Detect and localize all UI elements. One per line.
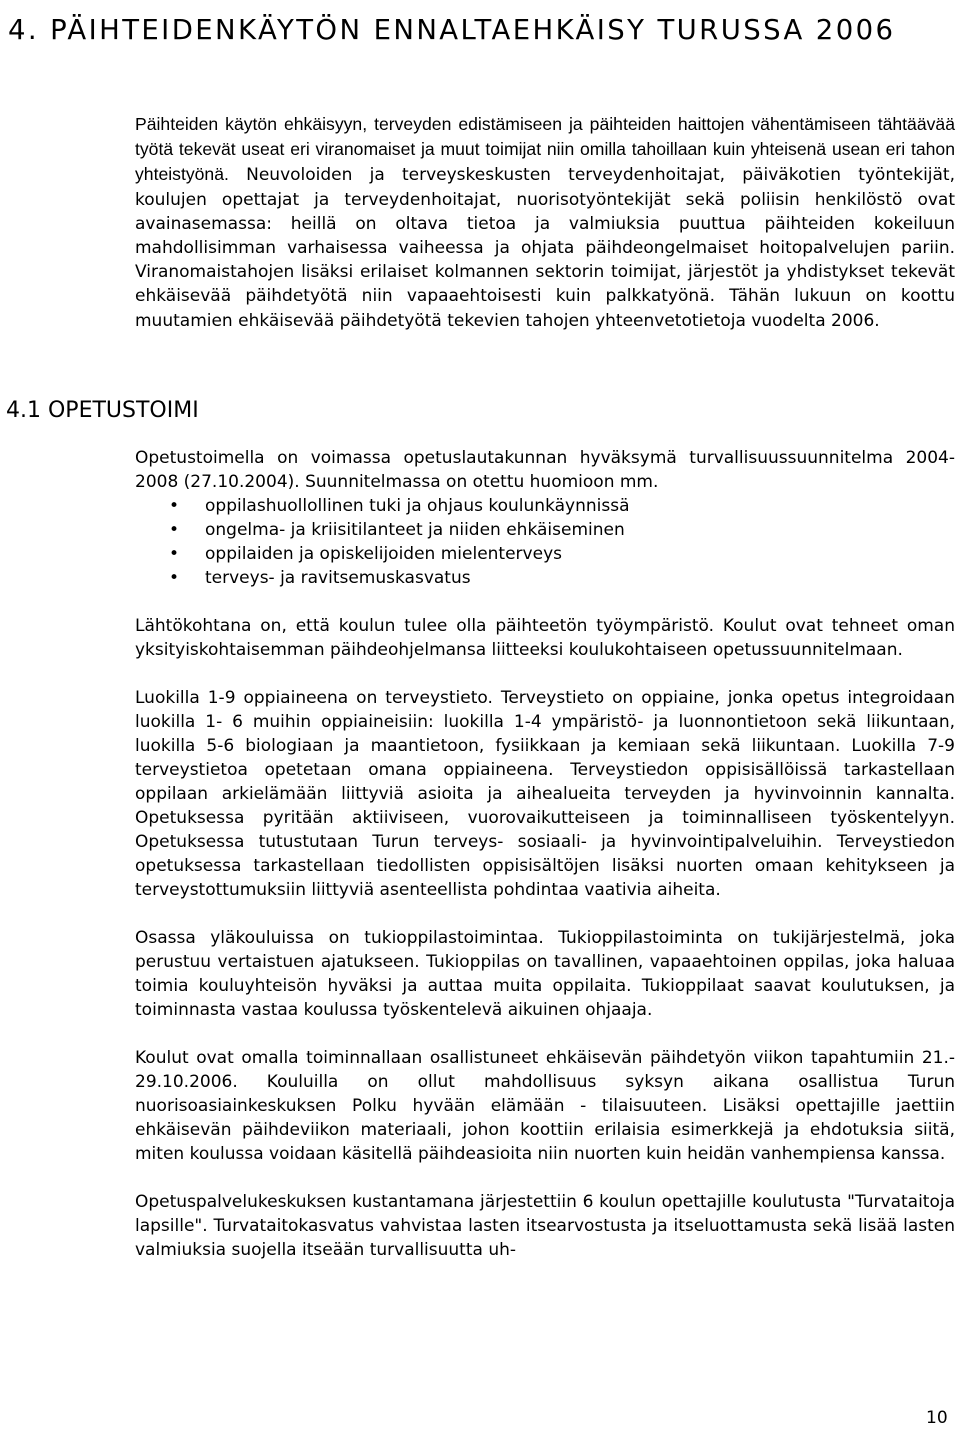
list-item <box>135 566 955 590</box>
bullet-list <box>135 494 955 590</box>
paragraph-school-environment: Lähtökohtana on, että koulun tulee olla päihteetön työympäristö. Koulut ovat tehneet oman yksityiskohtaisemman päihdeohjelmansa liitteeksi koulukohtaiseen opetussuunnitelmaan. <box>135 616 955 660</box>
list-item-text: terveys- ja ravitsemuskasvatus <box>205 568 471 588</box>
list-item-text: oppilashuollollinen tuki ja ohjaus koulunkäynnissä <box>205 496 630 516</box>
bullet-icon: • <box>169 520 180 540</box>
bullet-icon: • <box>169 568 180 588</box>
list-item <box>135 518 955 542</box>
intro-paragraph <box>135 112 955 333</box>
paragraph-peer-support: Osassa yläkouluissa on tukioppilastoimintaa. Tukioppilastoiminta on tukijärjestelmä, joka perustuu vertaistuen ajatukseen. Tukioppilas on tavallinen, vapaaehtoinen oppilas, joka haluaa toimia kouluyhteisön hyväksi ja auttaa muita oppilaita. Tukioppilaat saavat koulutuksen, ja toiminnasta vastaa koulussa työskentelevä aikuinen ohjaaja. <box>135 928 955 1020</box>
intro-rest: Neuvoloiden ja terveyskeskusten terveydenhoitajat, päiväkotien työntekijät, koulujen opettajat ja terveydenhoitajat, nuorisotyöntekijät sekä poliisin henkilöstö ovat avainasemassa: heillä on oltava tietoa ja valmiuksia puuttua päihteiden kokeiluun mahdollisimman varhaisessa vaiheessa ja ohjata päihdeongelmaiset hoitopalvelujen pariin. Viranomaistahojen lisäksi erilaiset kolmannen sektorin toimijat, järjestöt ja yhdistykset tekevät ehkäisevää päihdetyötä niin vapaaehtoisesti kuin palkkatyönä. Tähän lukuun on koottu muutamien ehkäisevää päihdetyötä tekevien tahojen yhteenvetotietoja vuodelta 2006. <box>135 165 955 331</box>
list-item <box>135 542 955 566</box>
list-item-text: ongelma- ja kriisitilanteet ja niiden ehkäiseminen <box>205 520 625 540</box>
list-item-text: oppilaiden ja opiskelijoiden mielenterveys <box>205 544 562 564</box>
list-item <box>135 494 955 518</box>
chapter-title: 4. PÄIHTEIDENKÄYTÖN ENNALTAEHKÄISY TURUSSA 2006 <box>8 14 896 46</box>
paragraph-prevention-week: Koulut ovat omalla toiminnallaan osallistuneet ehkäisevän päihdetyön viikon tapahtumiin 21.- 29.10.2006. Kouluilla on ollut mahdollisuus syksyn aikana osallistua Turun nuorisoasiainkeskuksen Polku hyvään elämään - tilaisuuteen. Lisäksi opettajille jaettiin ehkäisevän päihdeviikon materiaali, johon koottiin erilaisia esimerkkejä ja ehdotuksia siitä, miten koulussa voidaan käsitellä päihdeasioita niin nuorten kuin heidän vanhempiensa kanssa. <box>135 1048 955 1164</box>
section-lead-paragraph: Opetustoimella on voimassa opetuslautakunnan hyväksymä turvallisuussuunnitelma 2004-2008 (27.10.2004). Suunnitelmassa on otettu huomioon mm. <box>135 448 955 492</box>
bullet-icon: • <box>169 496 180 516</box>
page-number: 10 <box>926 1408 948 1428</box>
bullet-icon: • <box>169 544 180 564</box>
intro-sentence-1: Päihteiden käytön ehkäisyyn, terveyden edistämiseen ja päihteiden haittojen vähentämiseen tähtäävää työtä tekevät useat eri viranomaiset ja muut toimijat niin omilla tahoillaan kuin yhteisenä usean eri tahon yhteistyönä. <box>135 114 955 185</box>
section-title: 4.1 OPETUSTOIMI <box>6 398 199 423</box>
paragraph-safety-skills: Opetuspalvelukeskuksen kustantamana järjestettiin 6 koulun opettajille koulutusta "Turvataitoja lapsille". Turvataitokasvatus vahvistaa lasten itsearvostusta ja itseluottamusta sekä lisää lasten valmiuksia suojella itseään turvallisuutta uh- <box>135 1192 955 1260</box>
paragraph-health-education: Luokilla 1-9 oppiaineena on terveystieto. Terveystieto on oppiaine, jonka opetus integroidaan luokilla 1- 6 muihin oppiaineisiin: luokilla 1-4 ympäristö- ja luonnontietoon sekä liikuntaan, luokilla 5-6 biologiaan ja maantietoon, fysiikkaan ja kemiaan sekä liikuntaan. Luokilla 7-9 terveystietoa opetetaan omana oppiaineena. Terveystiedon oppisisällöissä tarkastellaan oppilaan arkielämään liittyviä asioita ja aihealueita terveyden ja hyvinvoinnin kannalta. Opetuksessa pyritään aktiiviseen, vuorovaikutteiseen ja toiminnalliseen työskentelyyn. Opetuksessa tutustutaan Turun terveys- sosiaali- ja hyvinvointipalveluihin. Terveystiedon opetuksessa tarkastellaan tiedollisten oppisisältöjen lisäksi nuorten omaan kehitykseen ja terveystottumuksiin liittyviä asenteellista pohdintaa vaativia aiheita. <box>135 688 955 900</box>
section-body <box>135 446 955 1262</box>
